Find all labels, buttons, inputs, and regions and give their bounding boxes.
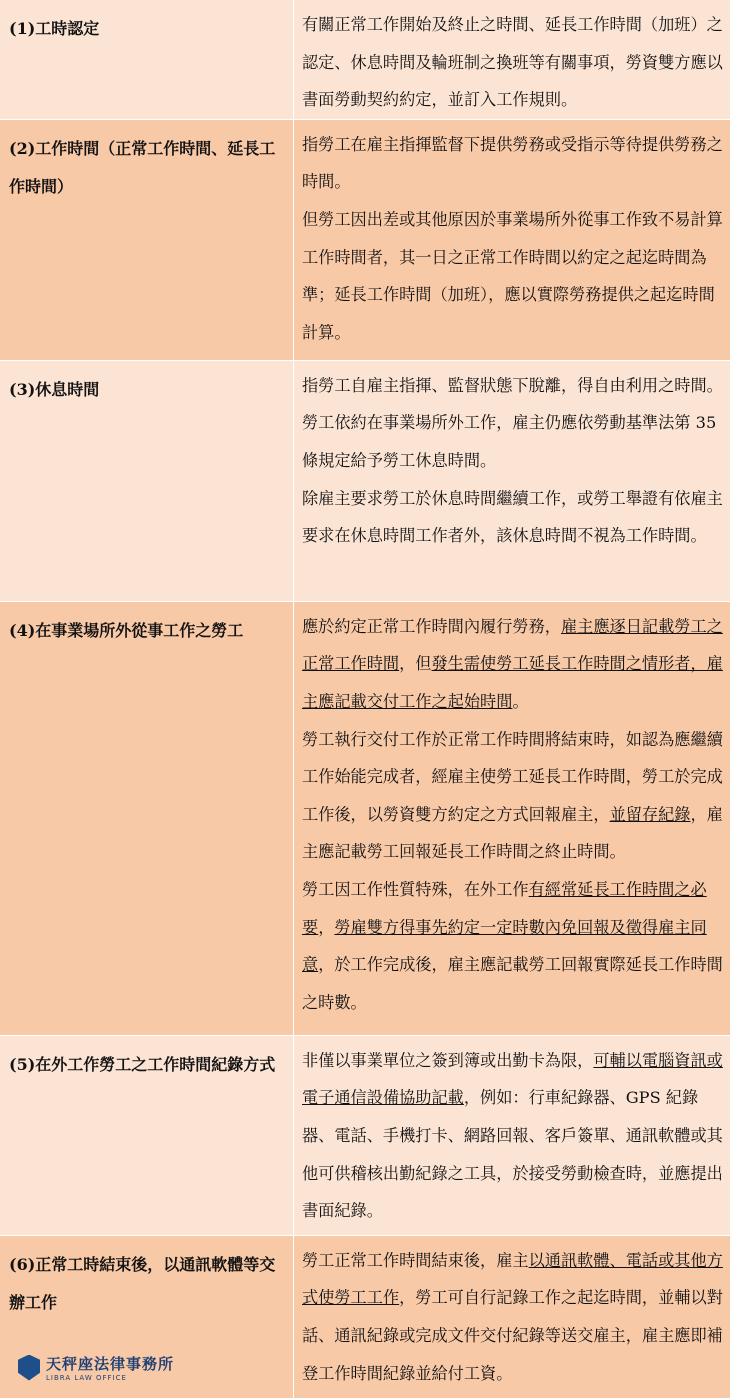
- row-content: [294, 360, 731, 601]
- table-row: [0, 119, 731, 360]
- row-content: [294, 0, 731, 119]
- text-segment: ，勞工可自行記錄工作之起迄時間，並輔以對話、通訊紀錄或完成文件交付紀錄等送交雇主，雇主應即補登工作時間紀錄並給付工資。: [302, 1288, 723, 1383]
- content-paragraph: [302, 1042, 724, 1230]
- text-segment: 指勞工在雇主指揮監督下提供勞務或受指示等待提供勞務之時間。: [302, 134, 723, 192]
- underlined-text: 可輔以電腦資訊或電子通信設備協助記載: [302, 1050, 723, 1108]
- content-paragraph: [302, 126, 724, 201]
- text-segment: 但勞工因出差或其他原因於事業場所外從事工作致不易計算工作時間者，其一日之正常工作時間以約定之起迄時間為準；延長工作時間（加班），應以實際勞務提供之起迄時間計算。: [302, 209, 723, 342]
- underlined-text: 並留存紀錄: [609, 804, 691, 824]
- content-paragraph: [302, 871, 724, 1021]
- underlined-text: 以通訊軟體、電話或其他方式使勞工工作: [302, 1250, 723, 1308]
- content-paragraph: [302, 721, 724, 871]
- content-paragraph: [302, 6, 724, 119]
- row-content: [294, 119, 731, 360]
- text-segment: ，: [318, 917, 335, 937]
- logo-english: LIBRA LAW OFFICE: [46, 1374, 127, 1382]
- row-label: (5)在外工作勞工之工作時間紀錄方式: [0, 1035, 294, 1235]
- law-office-logo: [18, 1353, 174, 1382]
- scales-icon: [18, 1355, 40, 1381]
- content-paragraph: [302, 201, 724, 351]
- text-segment: ，於工作完成後，雇主應記載勞工回報實際延長工作時間之時數。: [302, 955, 723, 1012]
- table-row: [0, 0, 731, 119]
- content-paragraph: [302, 608, 724, 721]
- row-label: (3)休息時間: [0, 360, 294, 601]
- text-segment: 勞工執行交付工作於正常工作時間將結束時，如認為應繼續工作始能完成者，經雇主使勞工延長工作時間，勞工於完成工作後，以勞資雙方約定之方式回報雇主，: [302, 729, 723, 824]
- underlined-text: 發生需使勞工延長工作時間之情形者，雇主應記載交付工作之起始時間: [302, 654, 723, 711]
- text-segment: ，例如：行車紀錄器、GPS 紀錄器、電話、手機打卡、網路回報、客戶簽單、通訊軟體或其他可供稽核出勤紀錄之工具，於接受勞動檢查時，並應提出書面紀錄。: [302, 1088, 723, 1221]
- row-label: (4)在事業場所外從事工作之勞工: [0, 601, 294, 1035]
- row-label: (1)工時認定: [0, 0, 294, 119]
- text-segment: 勞工正常工作時間結束後，雇主: [302, 1250, 529, 1270]
- text-segment: 除雇主要求勞工於休息時間繼續工作，或勞工舉證有依雇主要求在休息時間工作者外，該休息時間不視為工作時間。: [302, 488, 723, 546]
- table-row: [0, 601, 731, 1035]
- underlined-text: 有經常延長工作時間之必要: [302, 879, 707, 937]
- table-row: [0, 1035, 731, 1235]
- row-label: (2)工作時間（正常工作時間、延長工作時間）: [0, 119, 294, 360]
- text-segment: 非僅以事業單位之簽到簿或出勤卡為限，: [302, 1050, 594, 1070]
- text-segment: ，但: [399, 654, 432, 674]
- text-segment: 勞工因工作性質特殊，在外工作: [302, 879, 529, 899]
- text-segment: ，雇主應記載勞工回報延長工作時間之終止時間。: [302, 804, 723, 862]
- text-segment: 應於約定正常工作時間內履行勞務，: [302, 616, 561, 636]
- content-paragraph: [302, 367, 724, 480]
- content-paragraph: [302, 480, 724, 555]
- row-content: [294, 601, 731, 1035]
- underlined-text: 雇主應逐日記載勞工之正常工作時間: [302, 616, 723, 674]
- content-paragraph: [302, 1242, 724, 1392]
- table-row: [0, 360, 731, 601]
- row-content: [294, 1235, 731, 1398]
- text-segment: 。: [512, 691, 529, 711]
- logo-name: 天秤座法律事務所: [46, 1355, 175, 1373]
- row-label: (6)正常工時結束後，以通訊軟體等交辦工作: [0, 1235, 294, 1398]
- text-segment: 指勞工自雇主指揮、監督狀態下脫離，得自由利用之時間。勞工依約在事業場所外工作，雇主仍應依勞動基準法第 35 條規定給予勞工休息時間。: [302, 375, 723, 470]
- row-content: [294, 1035, 731, 1235]
- text-segment: 有關正常工作開始及終止之時間、延長工作時間（加班）之認定、休息時間及輪班制之換班等有關事項，勞資雙方應以書面勞動契約約定，並訂入工作規則。: [302, 15, 723, 110]
- underlined-text: 勞雇雙方得事先約定一定時數內免回報及徵得雇主同意: [302, 917, 707, 975]
